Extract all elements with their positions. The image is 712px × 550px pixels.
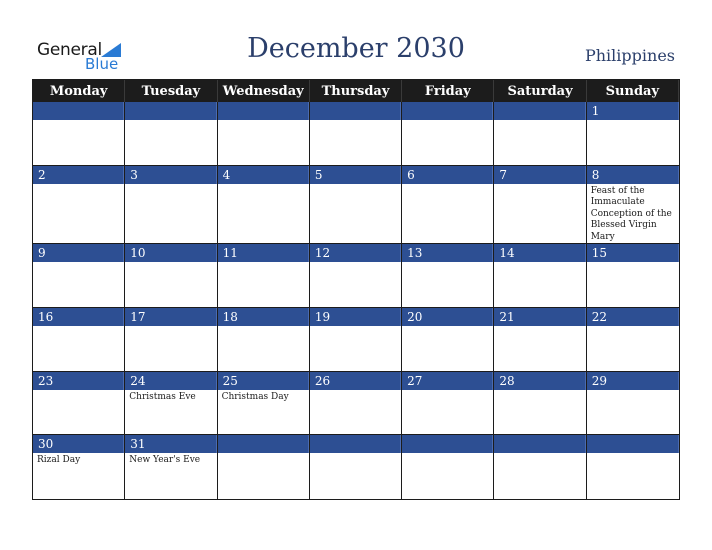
day-number: 28 <box>494 372 585 390</box>
calendar-grid <box>32 79 680 500</box>
day-number: 27 <box>402 372 493 390</box>
day-cell <box>494 308 586 372</box>
holiday-label <box>587 262 679 264</box>
day-number: 26 <box>310 372 401 390</box>
holiday-label <box>310 184 401 186</box>
holiday-label <box>494 326 585 328</box>
holiday-label: Christmas Eve <box>129 391 196 402</box>
holiday-label <box>218 184 309 186</box>
day-cell <box>587 166 679 245</box>
holiday-label <box>310 120 401 122</box>
day-number: 14 <box>494 244 585 262</box>
day-cell <box>125 435 217 499</box>
day-number: 17 <box>125 308 216 326</box>
day-cell <box>402 166 494 245</box>
day-cell <box>310 166 402 245</box>
logo-text-general: General <box>37 40 102 60</box>
day-cell <box>125 102 217 166</box>
day-cell <box>310 102 402 166</box>
day-cell <box>33 102 125 166</box>
weekday-header: Saturday <box>494 80 586 102</box>
day-cell <box>218 372 310 436</box>
holiday-label <box>310 390 401 392</box>
day-number <box>587 435 679 453</box>
day-cell <box>494 166 586 245</box>
day-cell <box>33 308 125 372</box>
day-number: 25 <box>218 372 309 390</box>
day-number: 3 <box>125 166 216 184</box>
day-number: 11 <box>218 244 309 262</box>
holiday-label <box>310 326 401 328</box>
calendar-header <box>0 0 712 78</box>
day-cell <box>125 372 217 436</box>
day-cell <box>218 244 310 308</box>
holiday-label <box>33 184 124 186</box>
holiday-label <box>587 326 679 328</box>
day-number: 18 <box>218 308 309 326</box>
holiday-label <box>33 390 124 392</box>
holiday-label <box>402 326 493 328</box>
day-number: 19 <box>310 308 401 326</box>
day-number <box>218 102 309 120</box>
holiday-label <box>33 326 124 328</box>
day-number: 13 <box>402 244 493 262</box>
holiday-label <box>494 184 585 186</box>
day-number: 23 <box>33 372 124 390</box>
day-cell <box>125 244 217 308</box>
day-number: 30 <box>33 435 124 453</box>
day-number: 22 <box>587 308 679 326</box>
day-cell <box>494 102 586 166</box>
weekday-header: Monday <box>33 80 125 102</box>
day-number <box>310 435 401 453</box>
day-cell <box>33 435 125 499</box>
weekday-header: Friday <box>402 80 494 102</box>
page-title: December 2030 <box>247 33 465 64</box>
day-number: 12 <box>310 244 401 262</box>
holiday-label <box>310 453 401 455</box>
holiday-label <box>402 390 493 392</box>
holiday-label: New Year's Eve <box>129 455 201 466</box>
day-cell <box>33 372 125 436</box>
day-number: 15 <box>587 244 679 262</box>
holiday-label <box>125 262 216 264</box>
holiday-label <box>33 120 124 122</box>
day-number: 20 <box>402 308 493 326</box>
day-number <box>494 102 585 120</box>
day-number <box>310 102 401 120</box>
day-cell <box>310 372 402 436</box>
weekday-header: Thursday <box>310 80 402 102</box>
holiday-label <box>218 453 309 455</box>
holiday-label <box>402 184 493 186</box>
holiday-label <box>402 262 493 264</box>
day-cell <box>402 372 494 436</box>
day-cell <box>587 308 679 372</box>
holiday-label <box>125 326 216 328</box>
day-cell <box>402 244 494 308</box>
day-cell <box>33 166 125 245</box>
day-number: 8 <box>587 166 679 184</box>
holiday-label <box>218 120 309 122</box>
holiday-label <box>494 120 585 122</box>
day-cell <box>587 244 679 308</box>
day-cell <box>402 435 494 499</box>
day-number: 31 <box>125 435 216 453</box>
day-cell <box>402 102 494 166</box>
day-cell <box>587 102 679 166</box>
holiday-label <box>33 262 124 264</box>
holiday-label <box>494 453 585 455</box>
logo-text-blue: Blue <box>85 55 119 73</box>
day-cell <box>402 308 494 372</box>
day-number: 5 <box>310 166 401 184</box>
holiday-label <box>310 262 401 264</box>
day-number: 9 <box>33 244 124 262</box>
holiday-label: Feast of the Immaculate Conception of the Blessed Virgin Mary <box>590 185 672 242</box>
day-number <box>125 102 216 120</box>
day-number: 4 <box>218 166 309 184</box>
day-cell <box>125 308 217 372</box>
holiday-label <box>587 390 679 392</box>
day-cell <box>310 435 402 499</box>
day-number: 16 <box>33 308 124 326</box>
holiday-label <box>587 453 679 455</box>
holiday-label <box>587 120 679 122</box>
day-cell <box>587 372 679 436</box>
day-number: 2 <box>33 166 124 184</box>
holiday-label <box>125 120 216 122</box>
day-number: 1 <box>587 102 679 120</box>
day-number <box>33 102 124 120</box>
holiday-label <box>218 326 309 328</box>
holiday-label <box>494 262 585 264</box>
day-number: 10 <box>125 244 216 262</box>
holiday-label: Rizal Day <box>37 455 81 466</box>
holiday-label <box>218 262 309 264</box>
day-cell <box>494 372 586 436</box>
holiday-label <box>402 453 493 455</box>
day-number <box>402 102 493 120</box>
day-number <box>402 435 493 453</box>
day-number: 6 <box>402 166 493 184</box>
weekday-header: Tuesday <box>125 80 217 102</box>
day-number <box>218 435 309 453</box>
day-cell <box>218 435 310 499</box>
holiday-label: Christmas Day <box>221 391 289 402</box>
day-cell <box>218 308 310 372</box>
holiday-label <box>494 390 585 392</box>
holiday-label <box>402 120 493 122</box>
day-number: 7 <box>494 166 585 184</box>
day-number: 29 <box>587 372 679 390</box>
day-cell <box>125 166 217 245</box>
day-number: 21 <box>494 308 585 326</box>
weekday-header: Sunday <box>587 80 679 102</box>
day-cell <box>587 435 679 499</box>
holiday-label <box>125 184 216 186</box>
day-cell <box>310 244 402 308</box>
day-number <box>494 435 585 453</box>
day-number: 24 <box>125 372 216 390</box>
day-cell <box>310 308 402 372</box>
day-cell <box>218 166 310 245</box>
day-cell <box>33 244 125 308</box>
day-cell <box>494 435 586 499</box>
day-cell <box>218 102 310 166</box>
day-cell <box>494 244 586 308</box>
weekday-header: Wednesday <box>218 80 310 102</box>
country-label: Philippines <box>584 46 675 65</box>
